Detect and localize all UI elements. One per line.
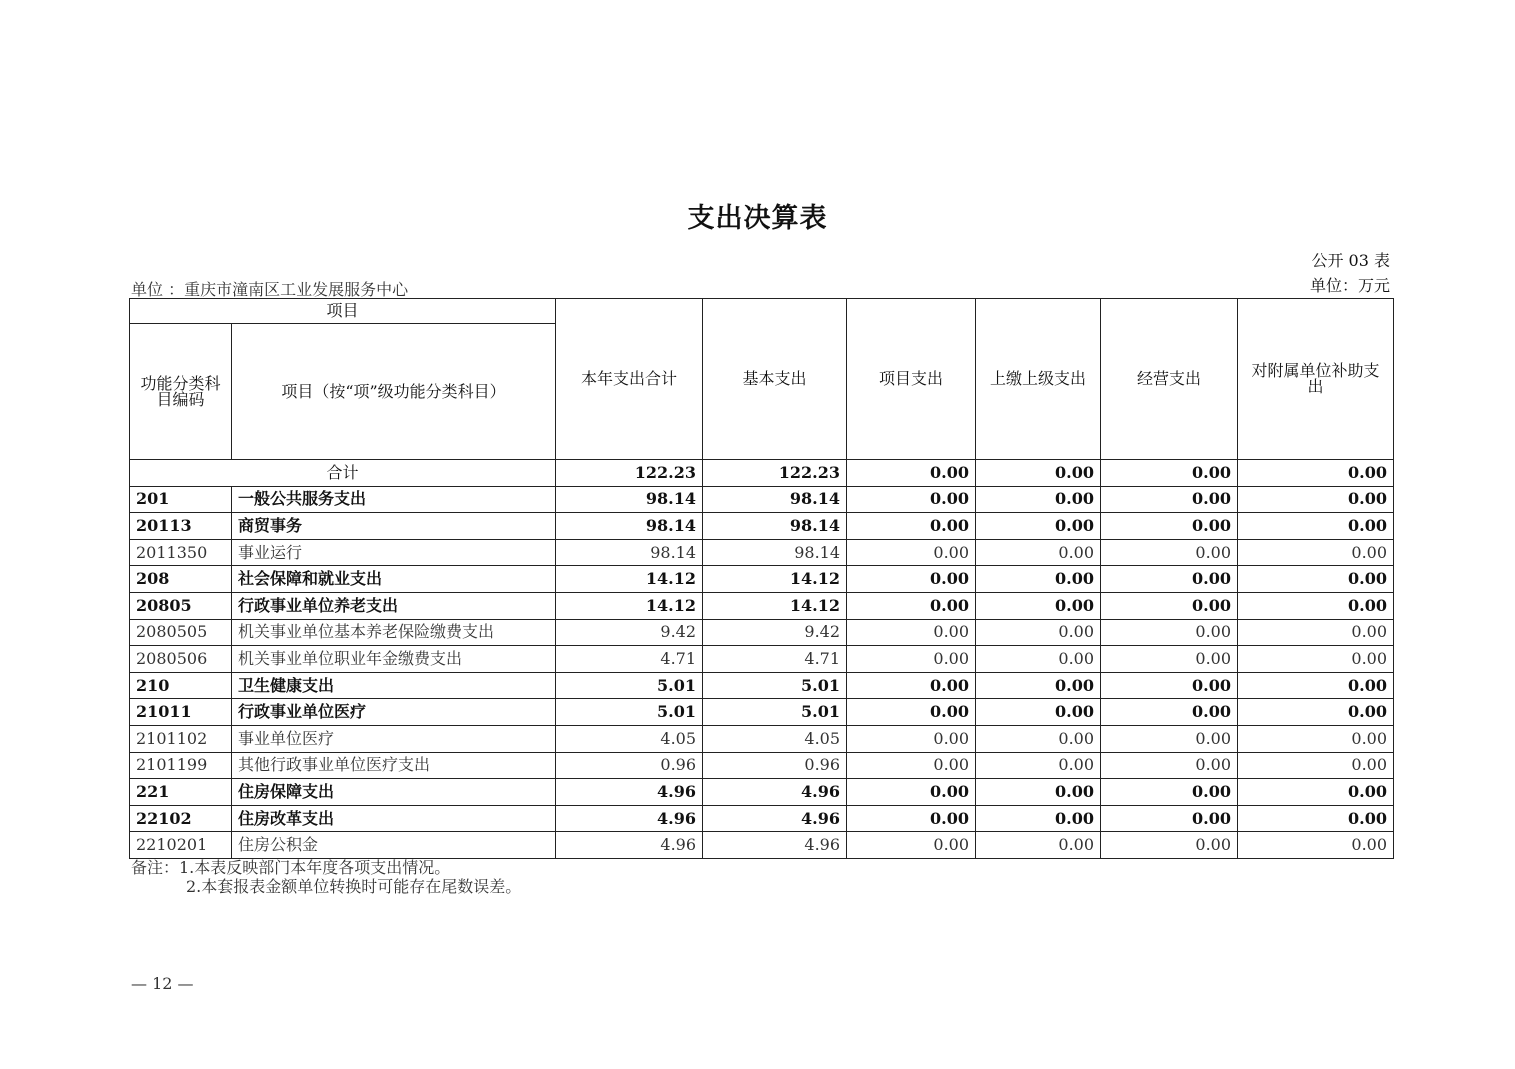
row-value: 0.00 [1101, 779, 1238, 806]
row-code: 208 [130, 566, 232, 593]
row-name: 事业运行 [232, 539, 556, 566]
row-value: 98.14 [703, 513, 847, 540]
row-value: 0.00 [1101, 592, 1238, 619]
table-row [130, 646, 1394, 673]
row-value: 14.12 [556, 566, 703, 593]
row-value: 0.00 [1238, 725, 1394, 752]
header-business: 经营支出 [1101, 299, 1238, 460]
row-value: 0.00 [976, 699, 1101, 726]
row-value: 14.12 [703, 566, 847, 593]
row-value: 4.96 [703, 832, 847, 859]
header-upper-remit: 上缴上级支出 [976, 299, 1101, 460]
row-value: 0.00 [1238, 539, 1394, 566]
row-value: 14.12 [556, 592, 703, 619]
header-subsidy: 对附属单位补助支出 [1238, 299, 1394, 460]
row-code: 22102 [130, 805, 232, 832]
form-number: 公开 03 表 [1311, 251, 1390, 270]
row-value: 0.00 [847, 779, 976, 806]
table-row [130, 805, 1394, 832]
row-value: 0.00 [1238, 699, 1394, 726]
row-value: 98.14 [556, 539, 703, 566]
page-number: — 12 — [131, 974, 194, 993]
row-value: 0.00 [847, 486, 976, 513]
row-value: 98.14 [556, 486, 703, 513]
row-value: 4.71 [556, 646, 703, 673]
row-value: 0.00 [1238, 832, 1394, 859]
row-value: 0.00 [976, 619, 1101, 646]
row-value: 0.00 [1101, 539, 1238, 566]
row-code: 2011350 [130, 539, 232, 566]
row-code: 2080505 [130, 619, 232, 646]
row-value: 0.00 [1101, 566, 1238, 593]
row-value: 4.96 [703, 779, 847, 806]
table-row [130, 672, 1394, 699]
row-value: 0.00 [847, 699, 976, 726]
row-value: 0.00 [847, 725, 976, 752]
row-value: 0.00 [1238, 513, 1394, 540]
row-value: 0.00 [976, 725, 1101, 752]
header-code: 功能分类科目编码 [130, 324, 232, 460]
row-value: 4.96 [703, 805, 847, 832]
row-name: 卫生健康支出 [232, 672, 556, 699]
table-row [130, 779, 1394, 806]
row-value: 0.00 [1238, 646, 1394, 673]
row-value: 0.00 [1238, 566, 1394, 593]
row-value: 4.96 [556, 832, 703, 859]
row-value: 0.00 [847, 832, 976, 859]
row-code: 2210201 [130, 832, 232, 859]
row-value: 0.00 [1238, 619, 1394, 646]
total-value: 0.00 [1101, 460, 1238, 487]
row-value: 0.00 [976, 805, 1101, 832]
note-line-2: 2.本套报表金额单位转换时可能存在尾数误差。 [186, 877, 522, 896]
row-value: 0.00 [1101, 486, 1238, 513]
row-code: 20805 [130, 592, 232, 619]
row-value: 0.00 [1101, 619, 1238, 646]
row-value: 98.14 [703, 486, 847, 513]
row-value: 5.01 [703, 699, 847, 726]
total-row [130, 460, 1394, 487]
row-value: 0.00 [847, 619, 976, 646]
row-value: 0.00 [1101, 752, 1238, 779]
row-name: 行政事业单位医疗 [232, 699, 556, 726]
row-code: 221 [130, 779, 232, 806]
row-name: 住房改革支出 [232, 805, 556, 832]
row-code: 2101199 [130, 752, 232, 779]
row-name: 机关事业单位基本养老保险缴费支出 [232, 619, 556, 646]
row-value: 0.00 [847, 513, 976, 540]
total-value: 0.00 [847, 460, 976, 487]
row-value: 0.00 [1101, 805, 1238, 832]
row-value: 0.00 [847, 566, 976, 593]
header-project-expenditure: 项目支出 [847, 299, 976, 460]
total-value: 122.23 [703, 460, 847, 487]
note-line-1: 备注：1.本表反映部门本年度各项支出情况。 [131, 858, 451, 877]
row-value: 0.00 [1101, 699, 1238, 726]
row-value: 98.14 [703, 539, 847, 566]
reporting-unit: 单位 ：重庆市潼南区工业发展服务中心 [131, 280, 409, 299]
notes [131, 858, 521, 896]
row-value: 4.05 [703, 725, 847, 752]
row-value: 0.00 [847, 539, 976, 566]
header-project: 项目 [130, 299, 556, 324]
table-row [130, 699, 1394, 726]
row-name: 住房公积金 [232, 832, 556, 859]
row-value: 0.00 [1238, 779, 1394, 806]
row-value: 0.00 [847, 672, 976, 699]
row-code: 20113 [130, 513, 232, 540]
row-value: 0.00 [976, 832, 1101, 859]
row-name: 住房保障支出 [232, 779, 556, 806]
row-value: 0.00 [1238, 486, 1394, 513]
row-value: 0.00 [1238, 752, 1394, 779]
row-value: 4.05 [556, 725, 703, 752]
row-value: 0.00 [1238, 592, 1394, 619]
table-row [130, 539, 1394, 566]
row-code: 2101102 [130, 725, 232, 752]
row-value: 0.00 [976, 752, 1101, 779]
table-row [130, 592, 1394, 619]
table-row [130, 619, 1394, 646]
header-basic: 基本支出 [703, 299, 847, 460]
page-title: 支出决算表 [687, 203, 828, 234]
row-code: 210 [130, 672, 232, 699]
header-name: 项目（按“项”级功能分类科目） [232, 324, 556, 460]
row-value: 14.12 [703, 592, 847, 619]
currency-unit: 单位：万元 [1309, 276, 1390, 295]
row-value: 0.00 [847, 752, 976, 779]
row-value: 0.00 [1238, 672, 1394, 699]
row-value: 0.00 [976, 486, 1101, 513]
expenditure-table [129, 298, 1394, 859]
row-value: 0.00 [976, 513, 1101, 540]
table-row [130, 486, 1394, 513]
row-value: 0.00 [1101, 513, 1238, 540]
row-value: 0.00 [1101, 646, 1238, 673]
row-value: 98.14 [556, 513, 703, 540]
total-value: 0.00 [1238, 460, 1394, 487]
row-value: 0.00 [976, 592, 1101, 619]
row-value: 0.00 [847, 592, 976, 619]
row-code: 21011 [130, 699, 232, 726]
row-name: 行政事业单位养老支出 [232, 592, 556, 619]
row-value: 5.01 [556, 699, 703, 726]
row-value: 0.00 [1101, 725, 1238, 752]
row-value: 4.71 [703, 646, 847, 673]
row-value: 4.96 [556, 779, 703, 806]
row-value: 0.00 [1101, 832, 1238, 859]
table-row [130, 566, 1394, 593]
row-value: 0.00 [976, 646, 1101, 673]
row-code: 2080506 [130, 646, 232, 673]
row-value: 9.42 [703, 619, 847, 646]
row-name: 事业单位医疗 [232, 725, 556, 752]
row-name: 商贸事务 [232, 513, 556, 540]
row-value: 0.00 [847, 646, 976, 673]
row-value: 0.00 [976, 672, 1101, 699]
table-row [130, 513, 1394, 540]
row-value: 0.00 [1101, 672, 1238, 699]
row-value: 0.00 [976, 566, 1101, 593]
row-value: 0.00 [1238, 805, 1394, 832]
row-value: 9.42 [556, 619, 703, 646]
row-name: 社会保障和就业支出 [232, 566, 556, 593]
table-row [130, 725, 1394, 752]
total-value: 122.23 [556, 460, 703, 487]
row-code: 201 [130, 486, 232, 513]
row-value: 0.00 [976, 539, 1101, 566]
row-name: 一般公共服务支出 [232, 486, 556, 513]
row-value: 4.96 [556, 805, 703, 832]
row-value: 0.00 [976, 779, 1101, 806]
table-row [130, 752, 1394, 779]
total-value: 0.00 [976, 460, 1101, 487]
table-row [130, 832, 1394, 859]
row-value: 5.01 [556, 672, 703, 699]
row-value: 5.01 [703, 672, 847, 699]
row-value: 0.96 [556, 752, 703, 779]
row-value: 0.00 [847, 805, 976, 832]
row-name: 机关事业单位职业年金缴费支出 [232, 646, 556, 673]
header-total: 本年支出合计 [556, 299, 703, 460]
total-label: 合计 [130, 460, 556, 487]
row-name: 其他行政事业单位医疗支出 [232, 752, 556, 779]
row-value: 0.96 [703, 752, 847, 779]
